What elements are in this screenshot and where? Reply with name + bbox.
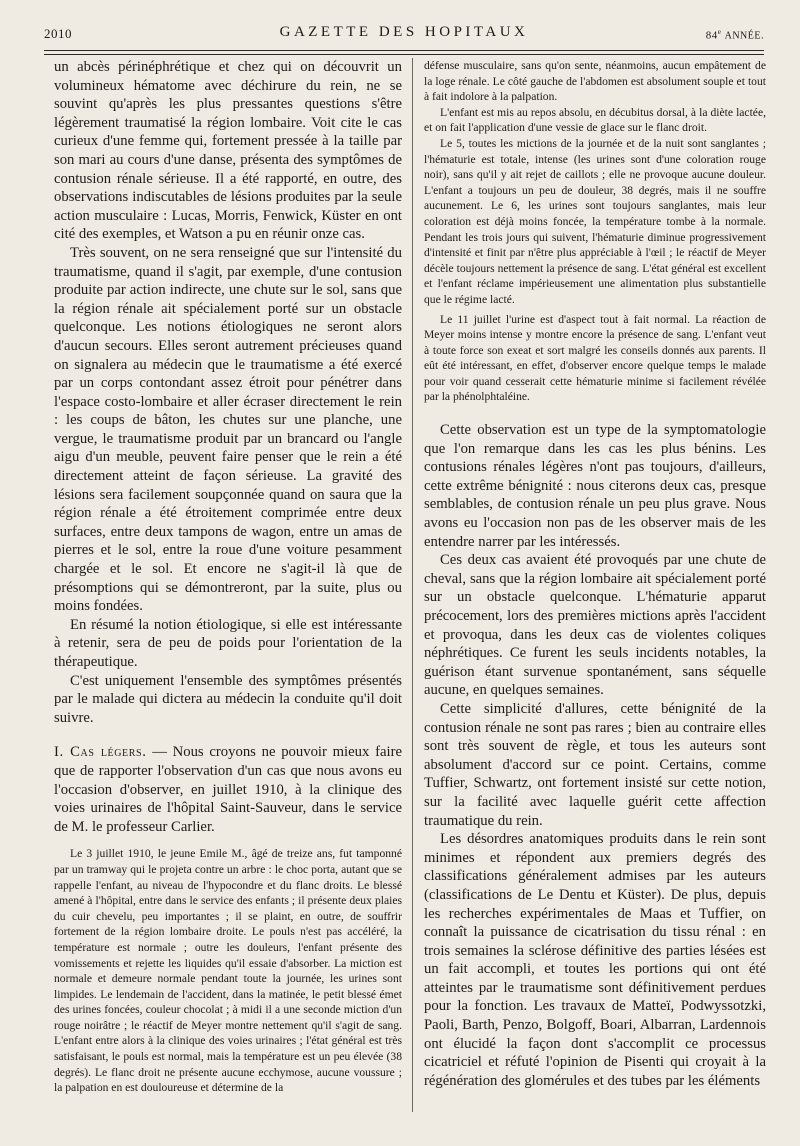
observation-rest: L'enfant est mis au repos absolu, en décubitus dorsal, à la diète lactée, et on fait l'application d'une vessie de glace sur le flanc droit. bbox=[424, 105, 766, 135]
header-rule-thick bbox=[44, 50, 764, 51]
left-paragraph-1: un abcès périnéphrétique et chez qui on découvrit un volumineux hématome avec déchirure du rein, ne se souvint qu'après les plus pressantes questions s'être légèrement traumatisé la région lombaire. Voit cite le cas curieux d'une femme qui, fortement pressée à la taille par son mari au cours d'une danse, présenta des symptômes de contusion rénale sérieuse. Il a été rapporté, en outre, des observations indiscutables de lésions produites par la seule action musculaire : Lucas, Morris, Fenwick, Küster en ont cité des exemples, et Watson a pu en réunir onze cas. bbox=[54, 59, 402, 243]
journal-title: GAZETTE DES HOPITAUX bbox=[279, 24, 529, 40]
observation-day-11: Le 11 juillet l'urine est d'aspect tout à fait normal. La réaction de Meyer moins intense y montre encore la présence de sang. L'enfant veut à toute force son exeat et sort malgré les conseils donnés aux parents. Il eût été intéressant, en effet, d'observer encore quelque temps le malade pour voir quand cesserait cette hématurie minime si facilement révélée par la phénolphtaléine. bbox=[424, 312, 766, 404]
year-number: 84 bbox=[705, 29, 718, 42]
right-paragraph-2: Ces deux cas avaient été provoqués par une chute de cheval, sans que la région lombaire ait spécialement porté sur un obstacle quelconque. L'hématurie apparut précocement, lors des premières mictions après l'accident et provoqua, dans les deux cas de violentes coliques néphrétiques. Ce furent les seuls incidents notables, la guérison étant survenue spontanément, sans séquelle aucune, en quelques semaines. bbox=[424, 552, 766, 699]
year-word: ANNÉE. bbox=[724, 30, 764, 42]
right-paragraph-3: Cette simplicité d'allures, cette bénignité de la contusion rénale ne sont pas rares ; bien au contraire elles sont très souvent de règle, et tous les auteurs sont absolument d'accord sur ce point. Certains, comme Tuffier, Schwartz, ont fortement insisté sur cette notion, sur la facilité avec laquelle guérit cette affection traumatique du rein. bbox=[424, 700, 766, 829]
header-rule-thin bbox=[44, 54, 764, 55]
left-paragraph-4: C'est uniquement l'ensemble des symptômes présentés par le malade qui dictera au médecin la conduite qu'il doit suivre. bbox=[54, 672, 402, 726]
year-label bbox=[706, 28, 764, 42]
column-divider bbox=[412, 58, 413, 1112]
page-number: 2010 bbox=[44, 26, 72, 41]
section-paragraph-text: — Nous croyons ne pouvoir mieux faire que de rapporter l'observation d'un cas que nous avons eu l'occasion d'observer, en juillet 1910, à la clinique des voies urinaires de l'hôpital Saint-Sauveur, dans le service de M. le professeur Carlier. bbox=[54, 744, 402, 835]
observation-text: Le 3 juillet 1910, le jeune Emile M., âgé de treize ans, fut tamponné par un tramway qui le projeta contre un arbre : le choc porta, autant que se rappelle l'enfant, au niveau de l'hypocondre et du flanc droits. Le blessé amené à l'hôpital, entre dans le service des enfants ; il présente deux plaies du cuir chevelu, peu importantes ; il se plaint, en outre, de souffrir fortement de la région lombaire droite. Le pouls n'est pas accéléré, la température est normale ; outre les douleurs, l'enfant présente des vomissements et rejette les liquides qu'il essaie d'absorber. La miction est normale et demeure normale pendant toute la journée, les urines sont limpides. Le lendemain de l'accident, dans la matinée, le petit blessé émet des urines foncées, couleur chocolat ; à midi il a une seconde miction d'un rouge noirâtre ; le réactif de Meyer montre nettement qu'il s'agit de sang. L'enfant entre alors à la clinique des voies urinaires ; l'état général est très satisfaisant, le pouls est normal, mais la température est un peu élevée (38 degrés). Le flanc droit ne présente aucune ecchymose, aucune voussure ; la palpation en est douloureuse et détermine de la bbox=[54, 847, 402, 1095]
left-paragraph-3: En résumé la notion étiologique, si elle est intéressante à retenir, sera de peu de poids pour l'orientation de la thérapeutique. bbox=[54, 616, 402, 670]
left-paragraph-2: Très souvent, on ne sera renseigné que sur l'intensité du traumatisme, quand il s'agit, par exemple, d'une contusion produite par action indirecte, une chute sur le sol, sans que la région rénale ait spécialement porté sur un obstacle quelconque. Les notions étiologiques ne seront alors d'aucun secours. Elles seront autrement précieuses quand on signalera au médecin que le traumatisme a été exercé par un corps contondant assez étroit pour pénétrer dans l'espace costo-lombaire et aller écraser directement le rein : les coups de bâton, les chutes sur une planche, une vergue, le traumatisme produit par un brancard ou l'angle aigu d'un meuble, peuvent faire penser que le rein a été directement atteint de façon sérieuse. La gravité des lésions sera facilement soupçonnée quand on saura que la région rénale a été étroitement comprimée entre deux surfaces, entre deux tampons de wagon, entre un amas de pierres et le sol, entre la roue d'une voiture pesamment chargée et le sol. Et encore ne s'agit-il là que de présomptions qui se démontreront, par la suite, plus ou moins fondées. bbox=[54, 244, 402, 615]
section-heading: I. Cas légers. bbox=[54, 744, 147, 761]
section-paragraph bbox=[54, 743, 402, 836]
right-column bbox=[424, 58, 766, 1090]
observation-continued: défense musculaire, sans qu'on sente, néanmoins, aucun empâtement de la loge rénale. Le côté gauche de l'abdomen est absolument souple et tout à fait indolore à la palpation. bbox=[424, 59, 766, 104]
observation-day-5: Le 5, toutes les mictions de la journée et de la nuit sont sanglantes ; l'hématurie est totale, intense (les urines sont d'une coloration rouge noir), sans qu'il y ait rejet de caillots ; elle ne provoque aucune douleur. L'enfant a toujours un peu de douleur, 38 degrés, mais il ne souffre aucunement. Le 6, les urines sont toujours sanglantes, mais leur coloration est déjà moins foncée, la température tombe à la normale. Pendant les trois jours qui suivent, l'hématurie diminue progressivement d'intensité et finit par n'être plus appréciable à l'œil ; le réactif de Meyer décèle toujours nettement la présence de sang. L'état général est excellent et l'enfant réclame impérieusement une alimentation plus substantielle que le régime lacté. bbox=[424, 136, 766, 306]
right-paragraph-4: Les désordres anatomiques produits dans le rein sont minimes et répondent aux premiers degrés des classifications généralement admises par les auteurs (classifications de Le Dentu et Küster). De plus, depuis les recherches expérimentales de Maas et Tuffier, on connaît la puissance de cicatrisation du tissu rénal : en trois semaines la sclérose définitive des parties lésées est un fait accompli, et toutes les portions qui ont été atteintes par le traumatisme sont définitivement perdues pour la fonction. Les travaux de Matteï, Podwyssotzki, Paoli, Barth, Penzo, Bolgoff, Boari, Albarran, Lardennois ont élucidé la façon dont s'accomplit ce processus cicatriciel et réfuté l'opinion de Pisenti qui croyait à la régénération des glomérules et des tubes par les éléments bbox=[424, 831, 766, 1089]
right-paragraph-1: Cette observation est un type de la symptomatologie que l'on remarque dans les cas les plus bénins. Les contusions rénales légères n'ont pas toujours, d'ailleurs, cette extrême bénignité : nous citerons deux cas, presque semblables, de contusion rénale un peu plus grave. Nous avons eu l'occasion non pas de les observer mais de les entendre narrer par les intéressés. bbox=[424, 422, 766, 550]
left-column bbox=[54, 58, 402, 1096]
page-header bbox=[44, 26, 764, 48]
year-ordinal: e bbox=[717, 28, 722, 36]
